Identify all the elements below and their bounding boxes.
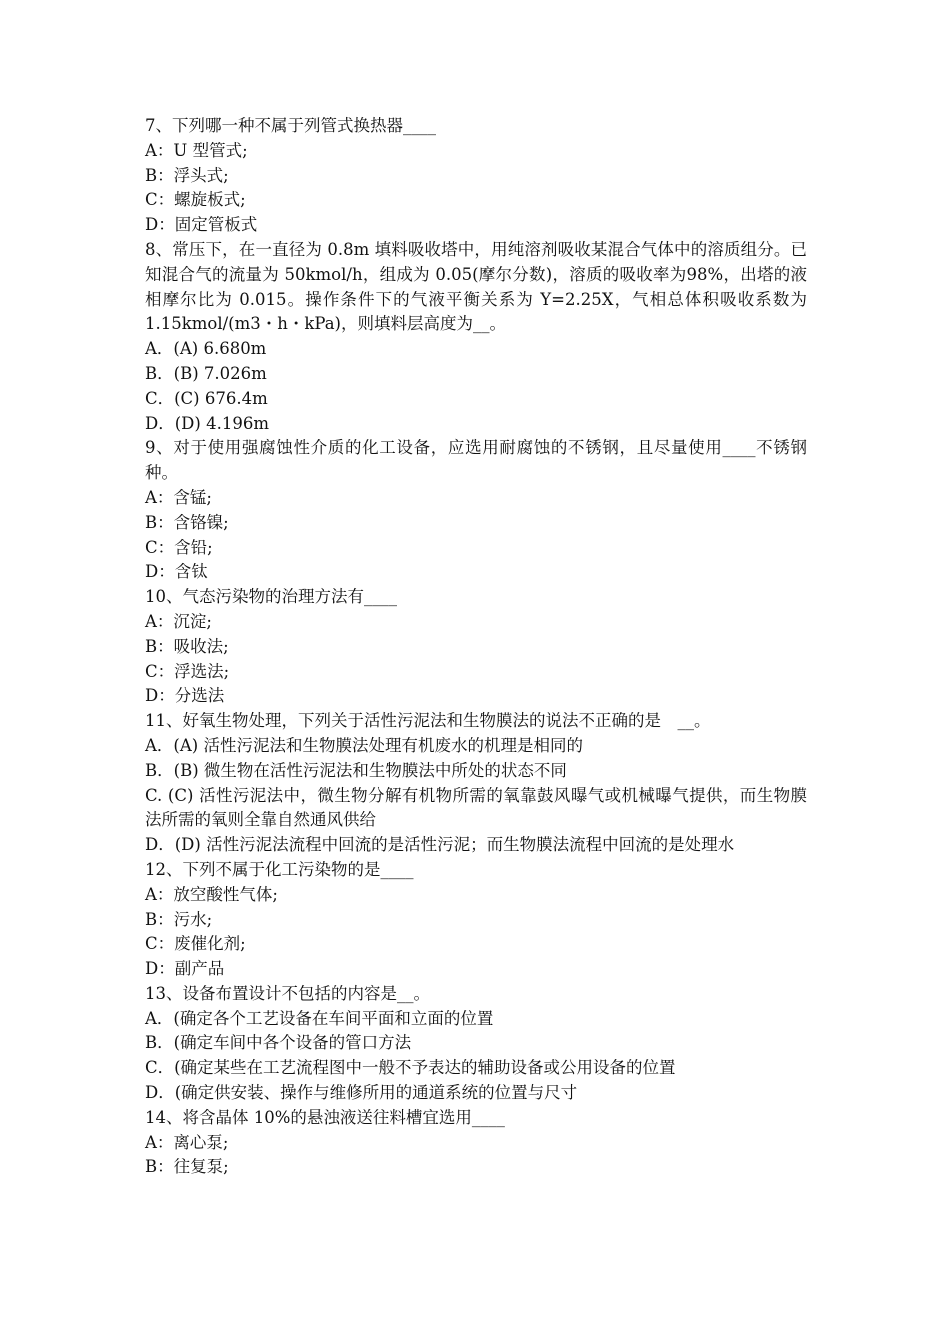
option-c: C．(确定某些在工艺流程图中一般不予表达的辅助设备或公用设备的位置 <box>145 1058 676 1078</box>
option-b: B：浮头式; <box>145 165 229 185</box>
option-d: D：分选法 <box>145 686 225 706</box>
question-text: 7、下列哪一种不属于列管式换热器____ <box>145 116 436 135</box>
question-9 <box>145 436 807 585</box>
option-d: D．(D) 活性污泥法流程中回流的是活性污泥；而生物膜法流程中回流的是处理水 <box>145 835 735 855</box>
option-b: B：吸收法; <box>145 636 229 656</box>
option-a: A．(A) 6.680m <box>145 339 267 359</box>
question-11 <box>145 709 807 858</box>
option-c: C：螺旋板式; <box>145 190 246 210</box>
option-b: B．(B) 7.026m <box>145 363 267 383</box>
option-a: A：沉淀; <box>145 611 212 631</box>
option-c: C：浮选法; <box>145 661 230 681</box>
question-text: 8、常压下，在一直径为 0.8m 填料吸收塔中，用纯溶剂吸收某混合气体中的溶质组分。已知混合气的流量为 50kmol/h，组成为 0.05(摩尔分数)，溶质的吸收率为98%，出塔的液相摩尔比为 0.015。操作条件下的气液平衡关系为 Y=2.25X，气相总体积吸收系数为 1.15kmol/(m3・h・kPa)，则填料层高度为__。 <box>145 239 807 334</box>
question-list <box>145 114 807 1180</box>
option-d: D．(确定供安装、操作与维修所用的通道系统的位置与尺寸 <box>145 1083 578 1103</box>
option-a: A：离心泵; <box>145 1132 229 1152</box>
option-a: A．(确定各个工艺设备在车间平面和立面的位置 <box>145 1008 494 1028</box>
option-b: B：含铬镍; <box>145 512 229 532</box>
option-d: D．(D) 4.196m <box>145 413 269 433</box>
option-b: B：往复泵; <box>145 1157 229 1177</box>
option-c: C：含铅; <box>145 537 213 557</box>
option-a: A：U 型管式; <box>145 140 248 160</box>
option-c: C．(C) 676.4m <box>145 388 268 408</box>
question-10 <box>145 585 807 709</box>
option-b: B：污水; <box>145 909 213 929</box>
option-a: A．(A) 活性污泥法和生物膜法处理有机废水的机理是相同的 <box>145 735 583 755</box>
option-d: D：副产品 <box>145 959 225 979</box>
question-14 <box>145 1106 807 1180</box>
question-7 <box>145 114 807 238</box>
option-c: C. (C) 活性污泥法中，微生物分解有机物所需的氧靠鼓风曝气或机械曝气提供，而生物膜法所需的氧则全靠自然通风供给 <box>145 785 807 830</box>
question-text: 10、气态污染物的治理方法有____ <box>145 587 397 607</box>
option-b: B．(确定车间中各个设备的管口方法 <box>145 1033 412 1053</box>
question-12 <box>145 858 807 982</box>
option-a: A：含锰; <box>145 487 212 507</box>
option-d: D：固定管板式 <box>145 215 258 235</box>
question-text: 12、下列不属于化工污染物的是____ <box>145 859 414 879</box>
option-c: C：废催化剂; <box>145 934 246 954</box>
question-13 <box>145 982 807 1106</box>
question-text: 13、设备布置设计不包括的内容是__。 <box>145 983 430 1003</box>
question-8 <box>145 238 807 436</box>
option-b: B．(B) 微生物在活性污泥法和生物膜法中所处的状态不同 <box>145 760 567 780</box>
question-text: 14、将含晶体 10%的悬浊液送往料槽宜选用____ <box>145 1107 505 1127</box>
question-text: 9、对于使用强腐蚀性介质的化工设备，应选用耐腐蚀的不锈钢，且尽量使用____不锈钢种。 <box>145 438 807 483</box>
option-d: D：含钛 <box>145 562 208 582</box>
question-text: 11、好氧生物处理，下列关于活性污泥法和生物膜法的说法不正确的是 __。 <box>145 711 711 731</box>
option-a: A：放空酸性气体; <box>145 884 278 904</box>
